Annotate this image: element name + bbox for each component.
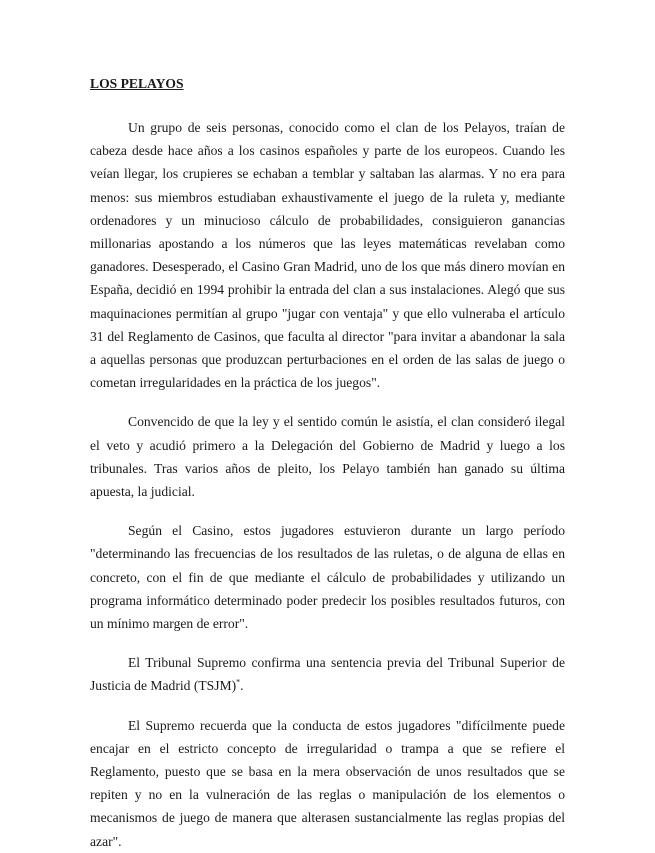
paragraph-4: [90, 651, 565, 697]
paragraph-4-text: El Tribunal Supremo confirma una sentencia previa del Tribunal Superior de Justicia de Madrid (TSJM): [90, 655, 565, 694]
paragraph-1: Un grupo de seis personas, conocido como el clan de los Pelayos, traían de cabeza desde hace años a los casinos españoles y parte de los europeos. Cuando les veían llegar, los crupieres se echaban a temblar y saltaban las alarmas. Y no era para menos: sus miembros estudiaban exhaustivamente el juego de la ruleta y, mediante ordenadores y un minucioso cálculo de probabilidades, consiguieron ganancias millonarias apostando a los números que las leyes matemáticas revelaban como ganadores. Desesperado, el Casino Gran Madrid, uno de los que más dinero movían en España, decidió en 1994 prohibir la entrada del clan a sus instalaciones. Alegó que sus maquinaciones permitían al grupo "jugar con ventaja" y que ello vulneraba el artículo 31 del Reglamento de Casinos, que faculta al director "para invitar a abandonar la sala a aquellas personas que produzcan perturbaciones en el orden de las salas de juego o cometan irregularidades en la práctica de los juegos".: [90, 120, 565, 391]
paragraph-4-period: .: [240, 678, 244, 694]
document-title: LOS PELAYOS: [90, 76, 184, 91]
paragraph-3: Según el Casino, estos jugadores estuvieron durante un largo período "determinando las frecuencias de los resultados de las ruletas, o de alguna de ellas en concreto, con el fin de que mediante el cálculo de probabilidades y utilizando un programa informático determinado poder predecir los posibles resultados futuros, con un mínimo margen de error".: [90, 523, 565, 632]
paragraph-5: El Supremo recuerda que la conducta de estos jugadores "difícilmente puede encajar en el estricto concepto de irregularidad o trampa a que se refiere el Reglamento, puesto que se basa en la mera observación de unos resultados que se repiten y no en la vulneración de las reglas o manipulación de los elementos o mecanismos de juego de manera que alterasen sustancialmente las reglas propias del azar".: [90, 717, 565, 849]
footnote-marker: *: [236, 677, 241, 687]
paragraph-2: Convencido de que la ley y el sentido común le asistía, el clan consideró ilegal el veto y acudió primero a la Delegación del Gobierno de Madrid y luego a los tribunales. Tras varios años de pleito, los Pelayo también han ganado su última apuesta, la judicial.: [90, 414, 565, 500]
